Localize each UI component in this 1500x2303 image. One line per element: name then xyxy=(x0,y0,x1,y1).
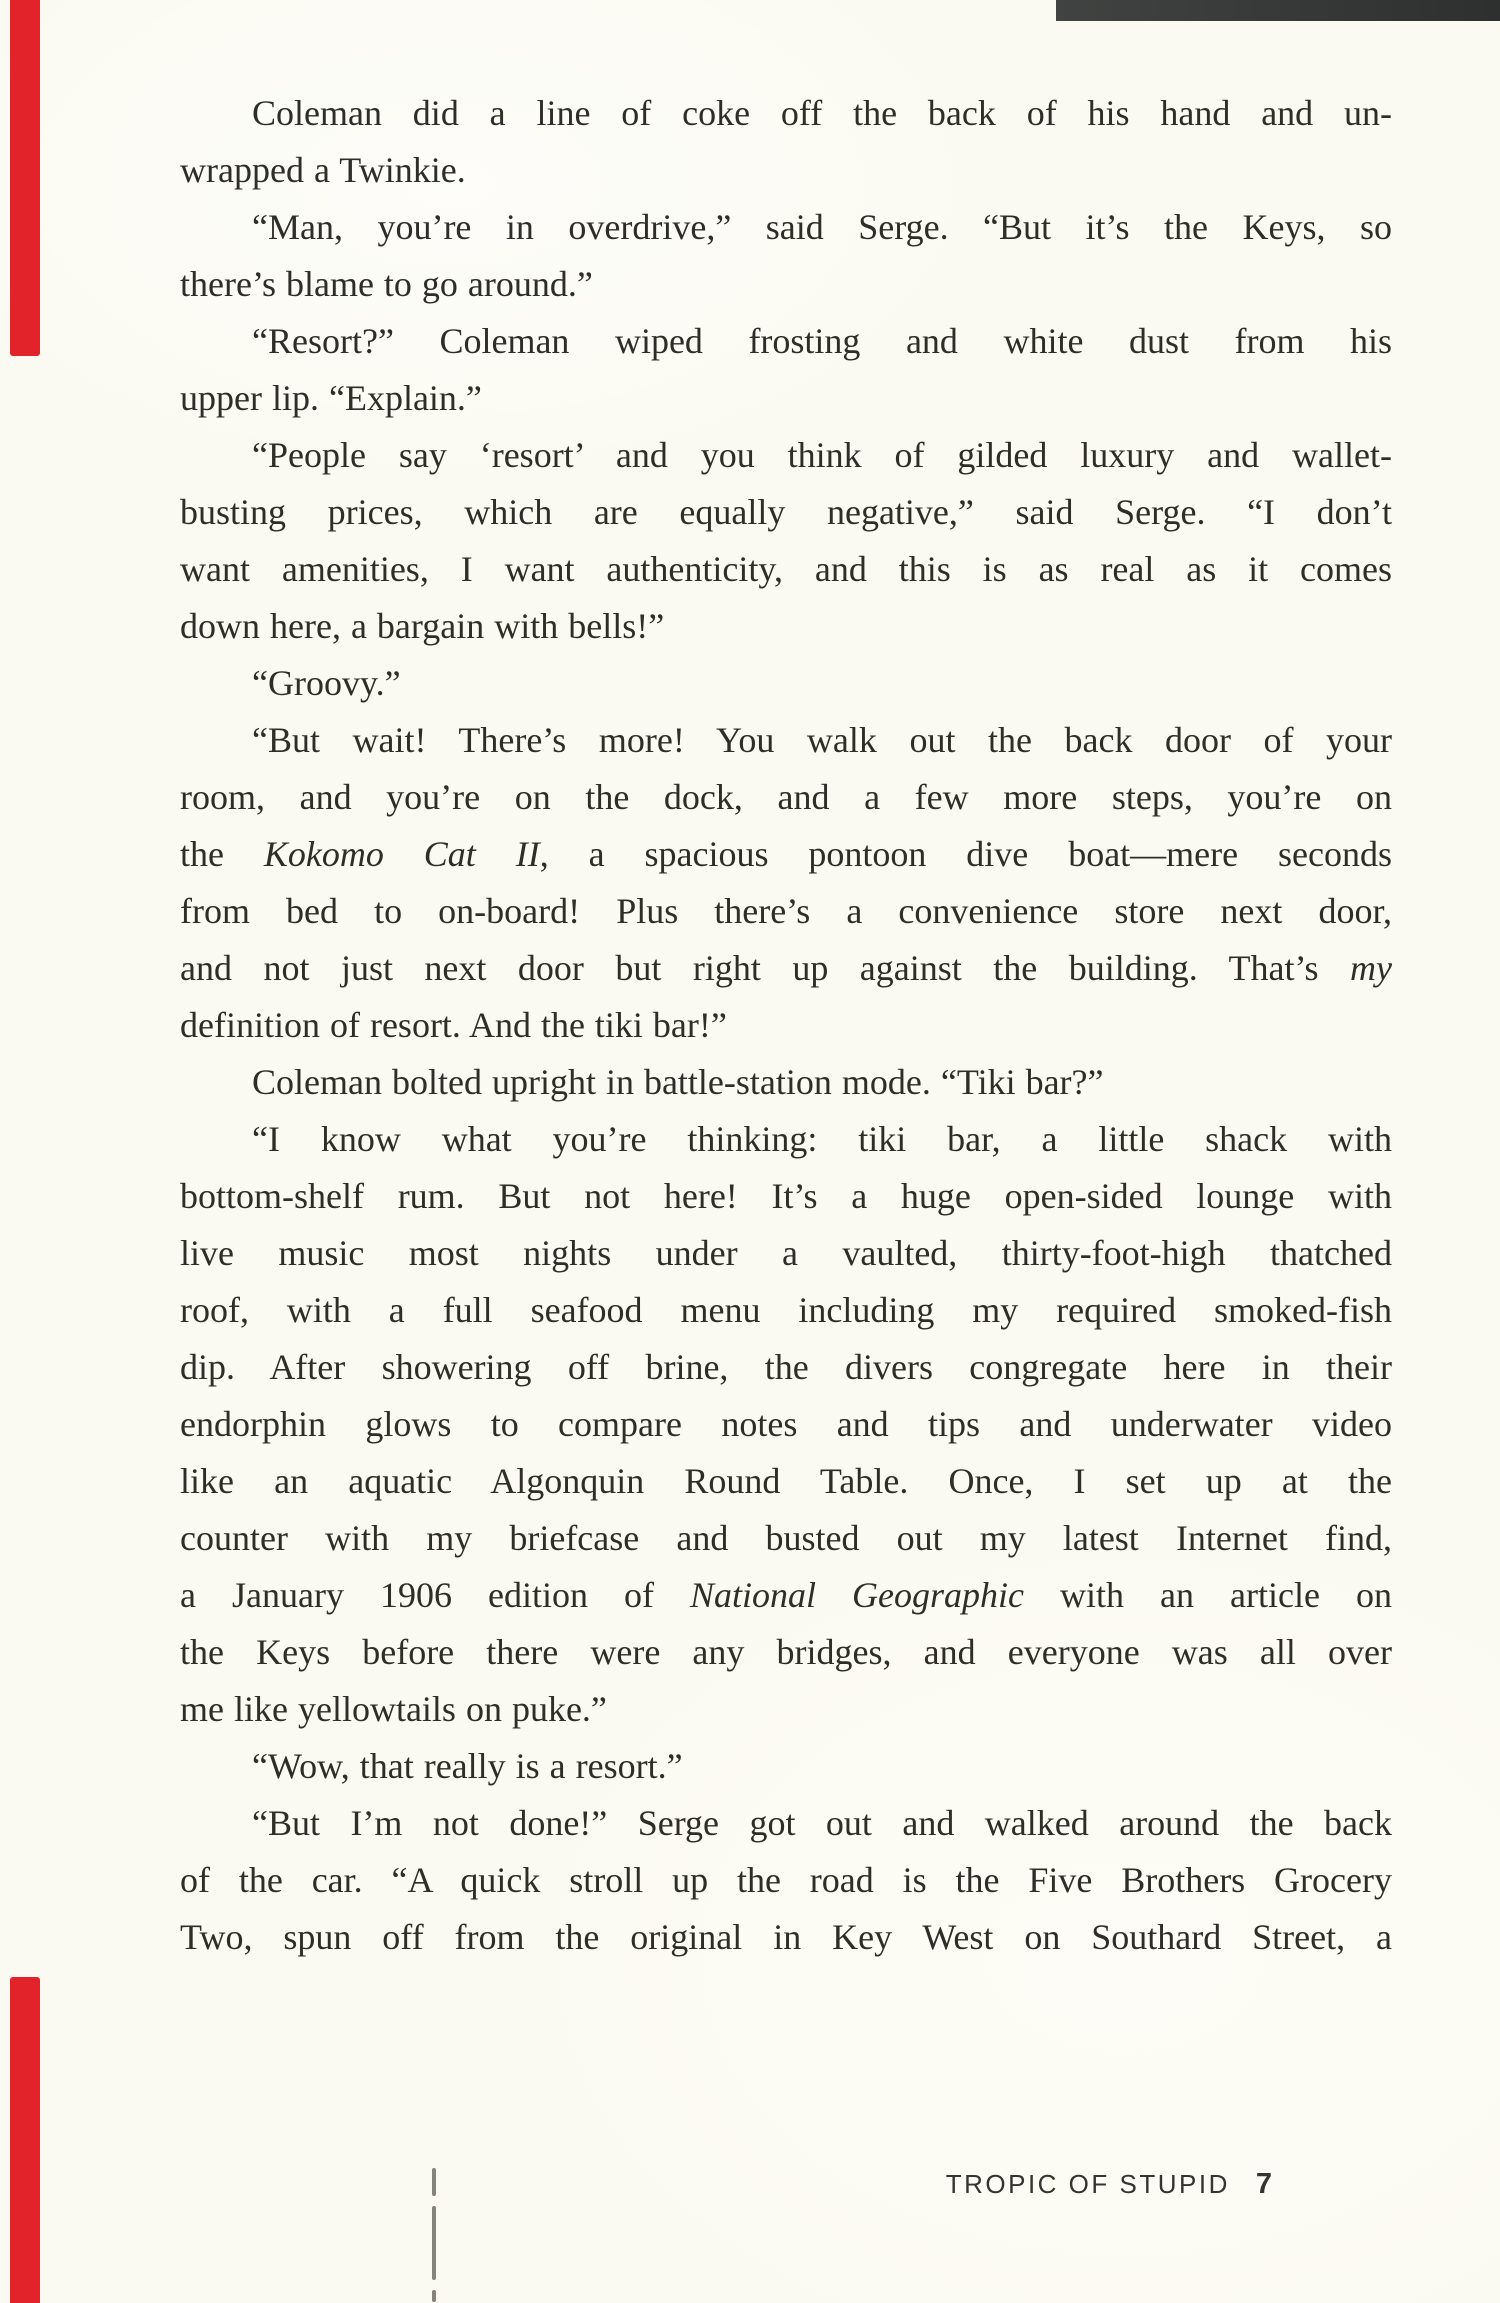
running-footer-title: TROPIC OF STUPID xyxy=(945,2169,1230,2199)
text-line xyxy=(180,1510,1392,1567)
text-line xyxy=(180,85,1392,142)
text-line xyxy=(180,1567,1392,1624)
book-cover-edge-bottom xyxy=(10,1977,40,2303)
text-segment: “Resort?” Coleman wiped frosting and white dust from his xyxy=(252,321,1392,361)
text-line xyxy=(180,826,1392,883)
text-line xyxy=(180,997,1392,1054)
text-segment: dip. After showering off brine, the divers congregate here in their xyxy=(180,1347,1392,1387)
text-segment: like an aquatic Algonquin Round Table. Once, I set up at the xyxy=(180,1461,1392,1501)
text-line xyxy=(180,940,1392,997)
text-segment: down here, a bargain with bells!” xyxy=(180,606,665,646)
text-line xyxy=(180,1681,1392,1738)
crease-mark xyxy=(432,2290,436,2302)
text-segment: and not just next door but right up against the building. That’s xyxy=(180,948,1351,988)
text-segment: , a spacious pontoon dive boat—mere seconds xyxy=(539,834,1393,874)
running-footer xyxy=(180,2168,1272,2201)
text-segment: upper lip. “Explain.” xyxy=(180,378,482,418)
crease-mark xyxy=(432,2206,436,2280)
text-line xyxy=(180,1168,1392,1225)
page-text xyxy=(180,85,1392,1966)
text-line xyxy=(180,1453,1392,1510)
text-segment: “Man, you’re in overdrive,” said Serge. “But it’s the Keys, so xyxy=(252,207,1392,247)
text-segment: “I know what you’re thinking: tiki bar, a little shack with xyxy=(252,1119,1392,1159)
scanner-edge-bar xyxy=(1056,0,1500,21)
text-line xyxy=(180,712,1392,769)
text-line xyxy=(180,1624,1392,1681)
page-number: 7 xyxy=(1255,2168,1272,2200)
text-segment: me like yellowtails on puke.” xyxy=(180,1689,607,1729)
text-segment: roof, with a full seafood menu including my required smoked-fish xyxy=(180,1290,1392,1330)
text-line xyxy=(180,484,1392,541)
text-line xyxy=(180,1852,1392,1909)
text-line xyxy=(180,1111,1392,1168)
text-line xyxy=(180,1054,1392,1111)
text-line xyxy=(180,1339,1392,1396)
text-segment: with an article on xyxy=(1024,1575,1393,1615)
text-segment: want amenities, I want authenticity, and this is as real as it comes xyxy=(180,549,1392,589)
text-line xyxy=(180,1738,1392,1795)
text-line xyxy=(180,598,1392,655)
text-segment: bottom-shelf rum. But not here! It’s a huge open-sided lounge with xyxy=(180,1176,1392,1216)
text-segment: room, and you’re on the dock, and a few more steps, you’re on xyxy=(180,777,1392,817)
text-segment: endorphin glows to compare notes and tips and underwater video xyxy=(180,1404,1392,1444)
text-line xyxy=(180,256,1392,313)
italic-text: my xyxy=(1350,948,1392,988)
text-line xyxy=(180,541,1392,598)
text-line xyxy=(180,1282,1392,1339)
text-segment: the Keys before there were any bridges, and everyone was all over xyxy=(180,1632,1392,1672)
text-line xyxy=(180,1225,1392,1282)
text-segment: “But wait! There’s more! You walk out the back door of your xyxy=(252,720,1392,760)
text-line xyxy=(180,199,1392,256)
text-line xyxy=(180,883,1392,940)
text-segment: there’s blame to go around.” xyxy=(180,264,593,304)
text-segment: Coleman bolted upright in battle-station mode. “Tiki bar?” xyxy=(252,1062,1104,1102)
text-segment: Coleman did a line of coke off the back of his hand and un- xyxy=(252,93,1392,133)
text-segment: “Wow, that really is a resort.” xyxy=(252,1746,683,1786)
text-segment: counter with my briefcase and busted out my latest Internet find, xyxy=(180,1518,1392,1558)
text-segment: live music most nights under a vaulted, thirty-foot-high thatched xyxy=(180,1233,1392,1273)
text-line xyxy=(180,142,1392,199)
text-segment: wrapped a Twinkie. xyxy=(180,150,466,190)
text-line xyxy=(180,313,1392,370)
text-line xyxy=(180,1909,1392,1966)
text-segment: of the car. “A quick stroll up the road is the Five Brothers Grocery xyxy=(180,1860,1392,1900)
text-line xyxy=(180,427,1392,484)
book-cover-edge-top xyxy=(10,0,40,356)
text-line xyxy=(180,370,1392,427)
text-segment: busting prices, which are equally negative,” said Serge. “I don’t xyxy=(180,492,1392,532)
text-segment: “People say ‘resort’ and you think of gilded luxury and wallet- xyxy=(252,435,1392,475)
text-segment: Two, spun off from the original in Key West on Southard Street, a xyxy=(180,1917,1392,1957)
text-segment: the xyxy=(180,834,264,874)
text-line xyxy=(180,655,1392,712)
text-line xyxy=(180,1795,1392,1852)
text-segment: a January 1906 edition of xyxy=(180,1575,690,1615)
italic-text: National Geographic xyxy=(690,1575,1025,1615)
italic-text: Kokomo Cat II xyxy=(263,834,540,874)
text-segment: from bed to on-board! Plus there’s a convenience store next door, xyxy=(180,891,1392,931)
text-segment: definition of resort. And the tiki bar!” xyxy=(180,1005,727,1045)
text-segment: “Groovy.” xyxy=(252,663,401,703)
text-line xyxy=(180,769,1392,826)
text-segment: “But I’m not done!” Serge got out and walked around the back xyxy=(252,1803,1392,1843)
text-line xyxy=(180,1396,1392,1453)
